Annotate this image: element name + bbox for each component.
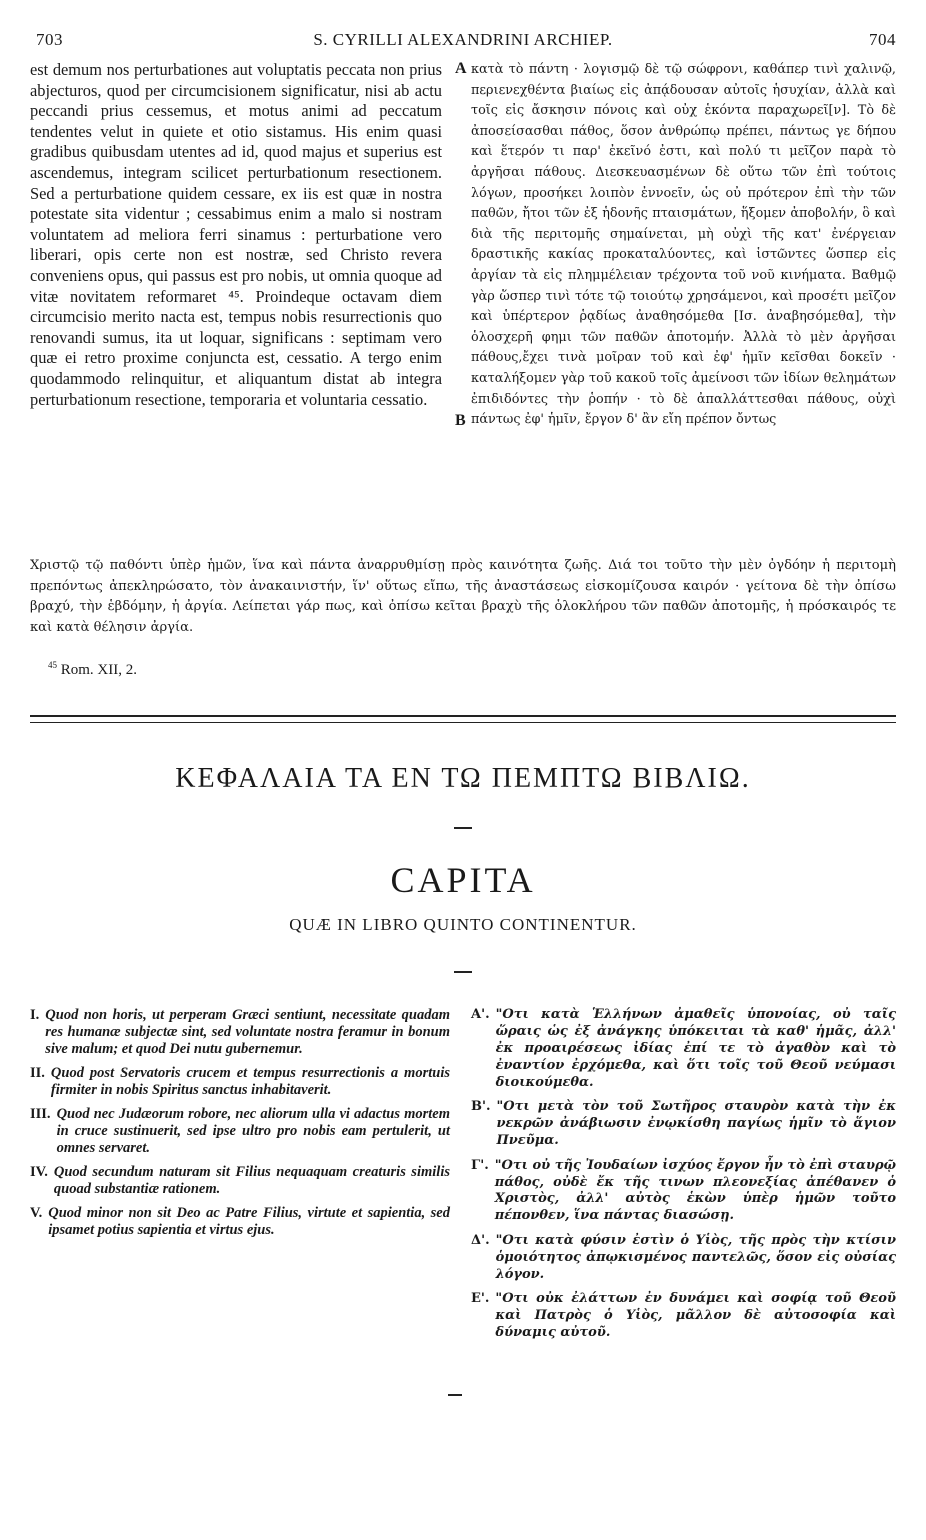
chapter-item xyxy=(30,1007,450,1057)
two-column-text xyxy=(30,60,896,554)
chapter-text: Quod post Servatoris crucem et tempus resurrectionis a mortuis firmiter in nobis Spiritus sanctus inhabitaverit. xyxy=(50,1065,450,1098)
chapter-text: "Οτι οὐ τῆς Ἰουδαίων ἰσχύος ἔργον ἦν τὸ ἐπὶ σταυρῷ πάθος, οὐδὲ ἔκ τῆς τινων πλεονεξίας ἀπέθανεν ὁ Χριστὸς, ἀλλ' αὐτὸς ἑκὼν ὑπὲρ ἡμῶν τοῦτο πέπονθεν, ἵνα πάντας διασώσῃ. xyxy=(494,1157,896,1224)
chapter-text: Quod nec Judæorum robore, nec aliorum ulla vi adactus mortem in cruce sustinuerit, sed ipse ultro pro nobis eam pertulerit, ut omnes servaret. xyxy=(56,1106,450,1156)
footnote xyxy=(48,660,896,679)
chapter-number: I. xyxy=(30,1007,40,1024)
chapter-number: IV. xyxy=(30,1164,48,1181)
subtitle-dash xyxy=(454,971,472,973)
chapter-item xyxy=(471,1099,896,1149)
page-number-right: 704 xyxy=(869,30,896,49)
latin-column: est demum nos perturbationes aut voluptatis peccata non prius abjecturos, quod per circumcisionem significatur, nisi ab actu peccandi prius cessemus, et motus animi ad peccatum tendentes velut in quiete et otio sistamus. His enim quasi gradibus quibusdam utentes ad id, quod majus et superius est ascendemus, integram scilicet perturbationum resectionem. Sed a perturbatione quidem cessare, ex iis est quæ in nostra potestate sita videntur ; cessabimus enim a malo si nostram voluntatem ad meliora ferri sinamus : perturbatione vero liberari, opis certe non est nostræ, sed Christo revera conveniens opus, qui passus est pro nobis, ut omnia quoque ad vitæ novitatem reformaret ⁴⁵. Proindeque octavam diem circumcisio merito nacta est, tempus nobis resurrectionis quo renovandi sumus, ita ut loquar, significans : septimam vero quæ ei retro proxime conjuncta est, cessatio. A tergo enim quodammodo relinquitur, et aliquantum distat ab integra perturbationum resectione, temporaria et voluntaria cessatio. xyxy=(30,60,442,409)
chapter-number: Β'. xyxy=(471,1099,491,1115)
page xyxy=(30,30,896,1357)
chapter-item xyxy=(471,1233,896,1283)
footnote-mark: 45 xyxy=(48,660,57,671)
running-title: S. CYRILLI ALEXANDRINI ARCHIEP. xyxy=(313,30,613,49)
chapter-list-greek xyxy=(471,1007,896,1349)
greek-section-title: ΚΕΦΑΛΑΙΑ ΤΑ ΕΝ ΤΩ ΠΕΜΠΤΩ ΒΙΒΛΙΩ. xyxy=(175,763,751,795)
running-head xyxy=(30,30,896,56)
chapter-text: "Οτι μετὰ τὸν τοῦ Σωτῆρος σταυρὸν κατὰ τὴν ἐκ νεκρῶν ἀνάβιωσιν ἐνῳκίσθη παγίως ἡμῖν τὸ ἅγιον Πνεῦμα. xyxy=(496,1099,896,1148)
chapter-number: V. xyxy=(30,1205,43,1222)
chapter-text: Quod secundum naturam sit Filius nequaquam creaturis similis quoad substantiæ rationem. xyxy=(53,1164,450,1197)
chapter-item xyxy=(471,1007,896,1091)
greek-full-width-text: Χριστῷ τῷ παθόντι ὑπὲρ ἡμῶν, ἵνα καὶ πάντα ἀναρρυθμίσῃ πρὸς καινότητα ζωῆς. Διά τοι τοῦτο τὴν μὲν ὀγδόην ἡ περιτομὴ πρεπόντως ἀπεκληρώσατο, τὸν ἀνακαινιστήν, ἵν' οὕτως εἴπω, τῆς ἀναστάσεως εἰσκομίζουσα καιρόν · γείτονα δὲ τὴν ὀπίσω βραχύ, τὴν ἑβδόμην, ἡ ἀργία. Λείπεται γάρ πως, καὶ ὀπίσω κεῖται βραχὺ τῆς ὁλοκλήρου τῶν παθῶν ἀποτομῆς, ἡ πρόσκαιρός τε καὶ κατὰ θέλησιν ἀργία. xyxy=(30,558,896,635)
chapter-number: II. xyxy=(30,1065,45,1082)
chapter-item xyxy=(471,1158,896,1225)
chapter-item xyxy=(30,1106,450,1156)
margin-marker-b: B xyxy=(455,412,466,429)
latin-section-subtitle: QUÆ IN LIBRO QUINTO CONTINENTUR. xyxy=(289,915,637,935)
chapter-number: III. xyxy=(30,1106,51,1123)
chapter-number: Γ'. xyxy=(471,1157,489,1173)
chapter-text: "Οτι κατὰ φύσιν ἐστὶν ὁ Υἱὸς, τῆς πρὸς τὴν κτίσιν ὁμοιότητος ἀπῳκισμένος παντελῶς, ὅσον εἰς οὐσίας λόγον. xyxy=(495,1232,896,1282)
chapter-item xyxy=(471,1291,896,1341)
chapter-item xyxy=(30,1065,450,1098)
chapter-text: "Οτι κατὰ Ἑλλήνων ἀμαθεῖς ὑπονοίας, οὐ ταῖς ὥραις ὡς ἐξ ἀνάγκης ὑπόκειται τὰ καθ' ἡμᾶς, ἀλλ' ἐκ προαιρέσεως ἰδίας ἐπί τε τὸ ἀγαθὸν καὶ τὸ ἐναντίον ἐρχόμεθα, καὶ ὅτι τοῖς τοῦ Θεοῦ νεύμασι διοικούμεθα. xyxy=(495,1007,896,1090)
chapter-text: Quod non horis, ut perperam Græci sentiunt, necessitate quadam res humanæ subjectæ sint, sed voluntate nostra feramur in bonum sive malum; et quod Dei nutu gubernemur. xyxy=(45,1007,450,1057)
chapter-number: Α'. xyxy=(471,1007,490,1023)
chapter-number: Ε'. xyxy=(471,1291,490,1307)
section-divider xyxy=(30,715,896,723)
margin-marker-a: A xyxy=(455,60,467,77)
greek-column: κατὰ τὸ πάντη · λογισμῷ δὲ τῷ σώφρονι, καθάπερ τινὶ χαλινῷ, περιενεχθέντα βιαίως εἰς ἀπᾴδουσαν αὐτοῖς ἡσυχίαν, ἀλλὰ καὶ τοῖς εἰς ἄσκησιν πόνοις καὶ οὐχ ἑκόντα παραχωρεῖ[ν]. Τὸ δὲ ἀποσείσασθαι πάθος, ὅσον ἀνθρώπῳ πρέπει, πάντως γε δήπου καὶ ἕτερόν τι παρ' ἐκεῖνό ἐστι, καὶ πολύ τι μεῖζον παρὰ τὸ ἀργῆσαι πάθους. Διεσκευασμένων δὲ οὕτω τῶν ἐπὶ τούτοις λόγων, προσήκει λοιπὸν ἐννοεῖν, ὡς οὐ πρότερον ἐπὶ τὴν τῶν παθῶν, ἤτοι τῶν ἐξ ἡδονῆς πταισμάτων, ἥξομεν ἀποβολήν, ὃ καὶ διὰ τῆς περιτομῆς σημαίνεται, μὴ οὐχὶ τῆς κατ' ἐνέργειαν δραστικῆς κακίας προκαταλύοντες, καὶ ἱστῶντες ὥσπερ εἰς ἀργίαν τὰ εἰς πλημμέλειαν τρέχοντα τοῦ νοῦ κινήματα. Βαθμῷ γὰρ ὥσπερ τινὶ τότε τῷ τοιούτῳ χρησάμενοι, καὶ προσέτι μεῖζον καὶ ὑπέρτερον ῥᾳδίως ἀναθησόμεθα [Ισ. ἀναβησόμεθα], τὴν ὁλοσχερῆ φημι τῶν παθῶν ἀποτομήν. Ἀλλὰ τὸ μὲν ἀργῆσαι πάθους,ἔχει τινὰ μοῖραν τοῦ καὶ ἐφ' ἡμῖν κεῖσθαι δοκεῖν · καταλήξομεν γὰρ τοῦ κακοῦ τοῖς ἀμείνοσι τῶν ἰδίων θελημάτων ἐπιδιδόντες τὴν ῥοπήν · τὸ δὲ ἀπαλλάττεσθαι πάθους, οὐχὶ πάντως ἐφ' ἡμῖν, ἔργον δ' ἂν εἴη πρέπον ὄντως xyxy=(471,62,896,428)
end-dash xyxy=(448,1394,462,1396)
latin-section-title: CAPITA xyxy=(390,860,536,901)
chapter-text: Quod minor non sit Deo ac Patre Filius, virtute et sapientia, sed ipsamet potius sapientia et virtus ejus. xyxy=(48,1205,450,1238)
chapter-item xyxy=(30,1205,450,1238)
chapter-number: Δ'. xyxy=(471,1232,490,1248)
page-number-left: 703 xyxy=(36,30,63,49)
chapter-item xyxy=(30,1164,450,1197)
chapter-list-latin xyxy=(30,1007,450,1246)
footnote-text: Rom. XII, 2. xyxy=(60,662,137,679)
chapter-list xyxy=(30,1007,896,1357)
title-dash xyxy=(454,827,472,829)
chapter-text: "Οτι οὐκ ἐλάττων ἐν δυνάμει καὶ σοφίᾳ τοῦ Θεοῦ καὶ Πατρὸς ὁ Υἱὸς, μᾶλλον δὲ αὐτοσοφία καὶ δύναμις αὐτοῦ. xyxy=(495,1291,896,1340)
